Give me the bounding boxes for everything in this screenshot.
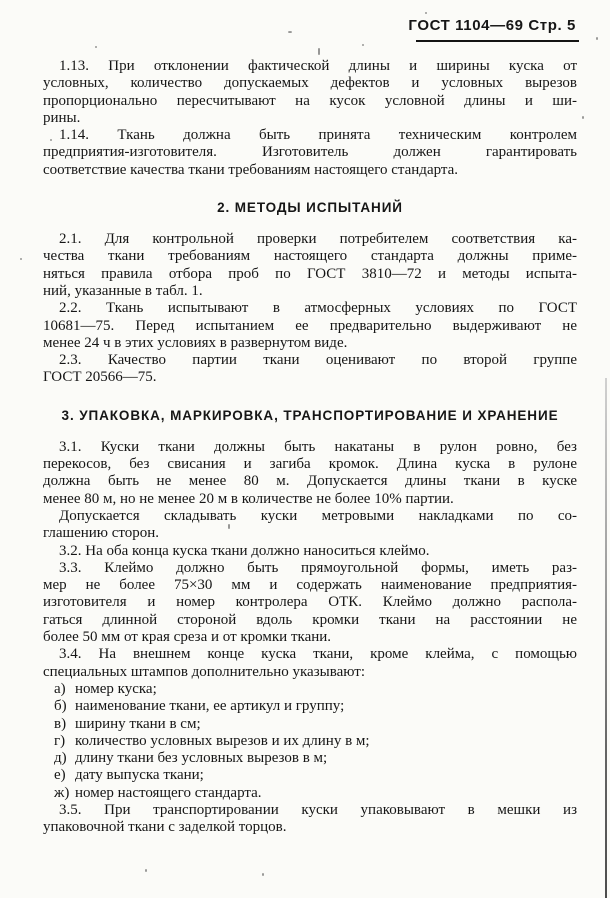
paragraph-line: должна быть не менее 80 м. Допускается длины ткани в куске <box>43 473 577 490</box>
paragraph-line: упаковочной ткани с заделкой торцов. <box>43 819 287 836</box>
scan-speckle <box>262 873 264 876</box>
scan-speckle <box>596 37 598 40</box>
list-item <box>43 785 577 802</box>
paragraph-line: менее 80 м, но не менее 20 м в количестве не более 10% партии. <box>43 490 454 507</box>
paragraph-line: ний, указанные в табл. 1. <box>43 282 203 299</box>
para-1-13 <box>43 58 577 127</box>
paragraph-line: менее 24 ч в этих условиях в развернутом виде. <box>43 334 348 351</box>
paragraph-line: изготовителя и номер контролера ОТК. Клеймо должно распола- <box>43 594 577 611</box>
paragraph-line: 2.2. Ткань испытывают в атмосферных условиях по ГОСТ <box>59 300 577 317</box>
paragraph-line: чества ткани требованиям настоящего стандарта должны приме- <box>43 248 577 265</box>
scan-speckle <box>318 48 320 55</box>
scan-speckle <box>50 139 52 141</box>
list-item <box>43 716 577 733</box>
paragraph-line: 10681—75. Перед испытанием ее предварительно выдерживают не <box>43 317 577 334</box>
list-item-text: ширину ткани в см; <box>75 715 201 732</box>
list-item <box>43 750 577 767</box>
list-item-marker: в) <box>54 715 67 732</box>
paragraph-line: специальных штампов дополнительно указывают: <box>43 663 365 680</box>
para-2-3 <box>43 352 577 387</box>
list-item-marker: д) <box>54 750 67 767</box>
list-item-marker: а) <box>54 680 66 697</box>
list-item-text: номер настоящего стандарта. <box>75 784 262 801</box>
paragraph-line: ГОСТ 20566—75. <box>43 369 157 386</box>
page-header-gost-number: ГОСТ 1104—69 Стр. 5 <box>408 17 576 34</box>
para-3-3 <box>43 560 577 646</box>
scan-speckle <box>425 12 427 14</box>
para-3-5 <box>43 802 577 837</box>
paragraph-line: Допускается складывать куски метровыми накладками по со- <box>59 507 577 524</box>
paragraph-line: условных, количество допускаемых дефектов и условных вырезов <box>43 75 577 92</box>
list-item <box>43 698 577 715</box>
para-2-1 <box>43 231 577 300</box>
scan-speckle <box>582 116 584 119</box>
paragraph-line: предприятия-изготовителя. Изготовитель должен гарантировать <box>43 144 577 161</box>
para-3-4 <box>43 646 577 681</box>
paragraph-line: 3.3. Клеймо должно быть прямоугольной формы, иметь раз- <box>59 559 577 576</box>
para-1-14 <box>43 127 577 179</box>
paragraph-line: 1.14. Ткань должна быть принята техническим контролем <box>59 127 577 144</box>
list-item-text: дату выпуска ткани; <box>75 767 204 784</box>
para-3-2 <box>43 543 577 560</box>
paragraph-line: 2.1. Для контрольной проверки потребителем соответствия ка- <box>59 231 577 248</box>
stamp-info-list <box>43 681 577 802</box>
paragraph-line: перекосов, без свисания и загиба кромок. Длина куска в рулоне <box>43 456 577 473</box>
paragraph-line: более 50 мм от края среза и от кромки ткани. <box>43 629 332 646</box>
paragraph-line: мер не более 75×30 мм и содержать наименование предприятия- <box>43 577 577 594</box>
paragraph-line: няться правила отбора проб по ГОСТ 3810—72 и методы испыта- <box>43 265 577 282</box>
section-2-heading: 2. МЕТОДЫ ИСПЫТАНИЙ <box>217 200 403 216</box>
paragraph-line: 2.3. Качество партии ткани оценивают по второй группе <box>59 352 577 369</box>
para-3-1 <box>43 439 577 508</box>
header-underline <box>416 40 579 42</box>
paragraph-line: гаться длинной стороной вдоль кромки ткани на расстоянии не <box>43 611 577 628</box>
list-item <box>43 733 577 750</box>
list-item <box>43 767 577 784</box>
list-item-marker: ж) <box>54 784 70 801</box>
paragraph-line: пропорционально пересчитывают на кусок условной длины и ши- <box>43 92 577 109</box>
para-folding <box>43 508 577 543</box>
list-item-text: количество условных вырезов и их длину в м; <box>75 732 370 749</box>
paragraph-line: 3.4. На внешнем конце куска ткани, кроме клейма, с помощью <box>59 646 577 663</box>
scan-speckle <box>288 31 292 33</box>
paragraph-line: 3.2. На оба конца куска ткани должно наноситься клеймо. <box>59 542 430 559</box>
list-item-text: номер куска; <box>75 680 157 697</box>
document-content <box>43 58 577 837</box>
paragraph-line: 1.13. При отклонении фактической длины и ширины куска от <box>59 58 577 74</box>
scan-speckle <box>145 869 147 872</box>
list-item-text: наименование ткани, ее артикул и группу; <box>75 698 345 715</box>
list-item-marker: б) <box>54 698 67 715</box>
scan-speckle <box>362 44 364 46</box>
para-2-2 <box>43 300 577 352</box>
scan-speckle <box>20 258 22 260</box>
list-item <box>43 681 577 698</box>
scan-speckle <box>95 46 97 48</box>
paragraph-line: рины. <box>43 109 81 126</box>
paragraph-line: 3.1. Куски ткани должны быть накатаны в рулон ровно, без <box>59 438 577 455</box>
list-item-text: длину ткани без условных вырезов в м; <box>75 750 328 767</box>
section-3-heading: 3. УПАКОВКА, МАРКИРОВКА, ТРАНСПОРТИРОВАНИЕ И ХРАНЕНИЕ <box>61 407 559 423</box>
paragraph-line: соответствие качества ткани требованиям настоящего стандарта. <box>43 161 459 178</box>
scan-speckle <box>228 524 230 529</box>
paragraph-line: 3.5. При транспортировании куски упаковывают в мешки из <box>59 801 577 818</box>
list-item-marker: г) <box>54 732 66 749</box>
paragraph-line: глашению сторон. <box>43 525 160 542</box>
list-item-marker: е) <box>54 767 66 784</box>
scan-page-edge-line <box>605 378 607 898</box>
